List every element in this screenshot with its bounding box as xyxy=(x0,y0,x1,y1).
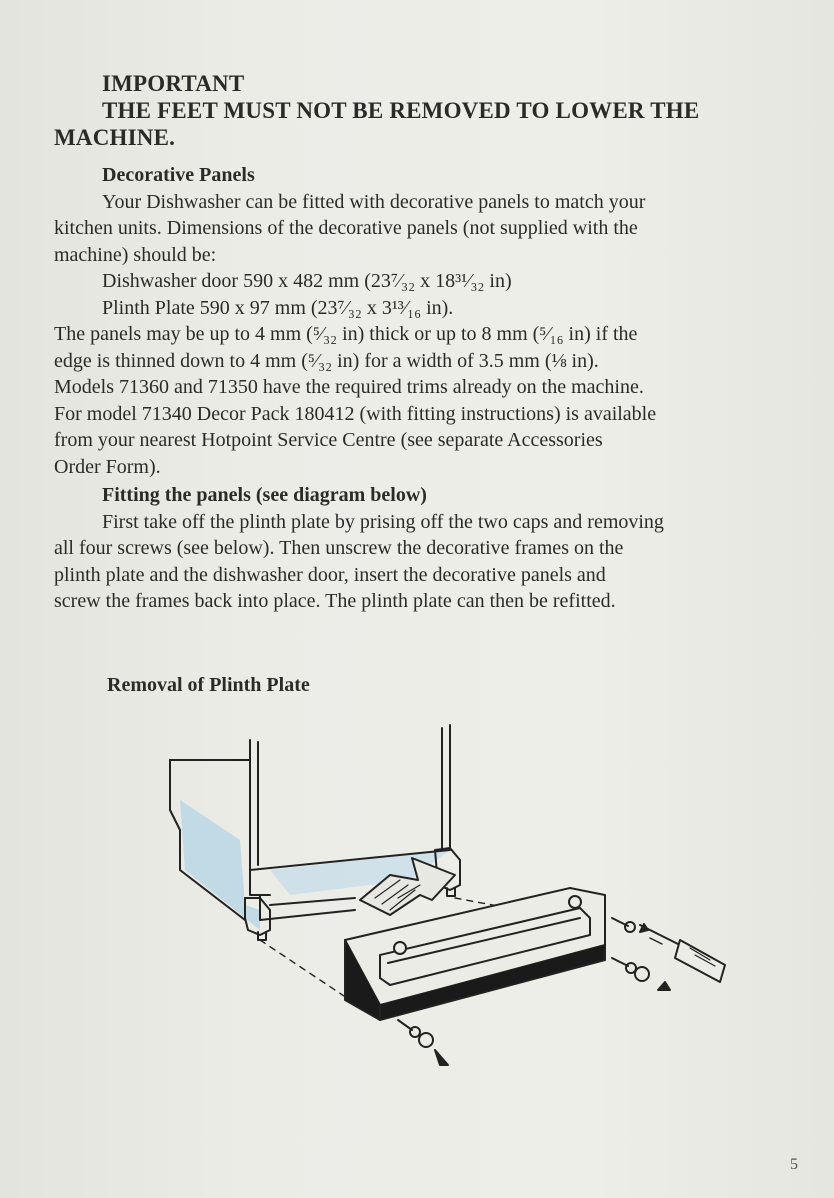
paragraph-line: from your nearest Hotpoint Service Centre (see separate Accessories xyxy=(54,429,603,451)
important-warning-line: MACHINE. xyxy=(54,125,176,150)
paragraph-line: screw the frames back into place. The plinth plate can then be refitted. xyxy=(54,590,616,612)
paragraph-line: all four screws (see below). Then unscrew the decorative frames on the xyxy=(54,537,624,559)
door-dimension: Dishwasher door 590 x 482 mm (23⁷⁄₃₂ x 18³¹⁄₃₂ in) xyxy=(102,270,512,292)
plinth-removal-diagram xyxy=(150,720,740,1080)
plinth-dimension: Plinth Plate 590 x 97 mm (23⁷⁄₃₂ x 3¹³⁄₁₆ in). xyxy=(102,296,454,319)
paragraph-line: The panels may be up to 4 mm (⁵⁄₃₂ in) thick or up to 8 mm (⁵⁄₁₆ in) if the xyxy=(54,323,638,345)
fitting-panels-heading: Fitting the panels (see diagram below) xyxy=(102,484,427,506)
page-number: 5 xyxy=(790,1156,798,1173)
paragraph-line: Order Form). xyxy=(54,455,161,478)
instructions-body xyxy=(54,162,814,615)
important-label: IMPORTANT xyxy=(102,71,245,96)
important-warning-line: THE FEET MUST NOT BE REMOVED TO LOWER THE xyxy=(102,98,700,123)
paragraph-line: edge is thinned down to 4 mm (⁵⁄₃₂ in) for a width of 3.5 mm (⅛ in). xyxy=(54,349,599,372)
paragraph-line: Models 71360 and 71350 have the required trims already on the machine. xyxy=(54,376,644,398)
paragraph-line: For model 71340 Decor Pack 180412 (with fitting instructions) is available xyxy=(54,402,657,425)
paragraph-line: plinth plate and the dishwasher door, insert the decorative panels and xyxy=(54,563,606,586)
figure-title: Removal of Plinth Plate xyxy=(107,674,310,696)
important-notice xyxy=(54,70,814,151)
decorative-panels-heading: Decorative Panels xyxy=(102,164,255,186)
paragraph-line: kitchen units. Dimensions of the decorative panels (not supplied with the xyxy=(54,217,638,239)
paragraph-line: Your Dishwasher can be fitted with decorative panels to match your xyxy=(102,190,646,213)
paragraph-line: First take off the plinth plate by prising off the two caps and removing xyxy=(102,510,664,533)
paragraph-line: machine) should be: xyxy=(54,243,217,266)
